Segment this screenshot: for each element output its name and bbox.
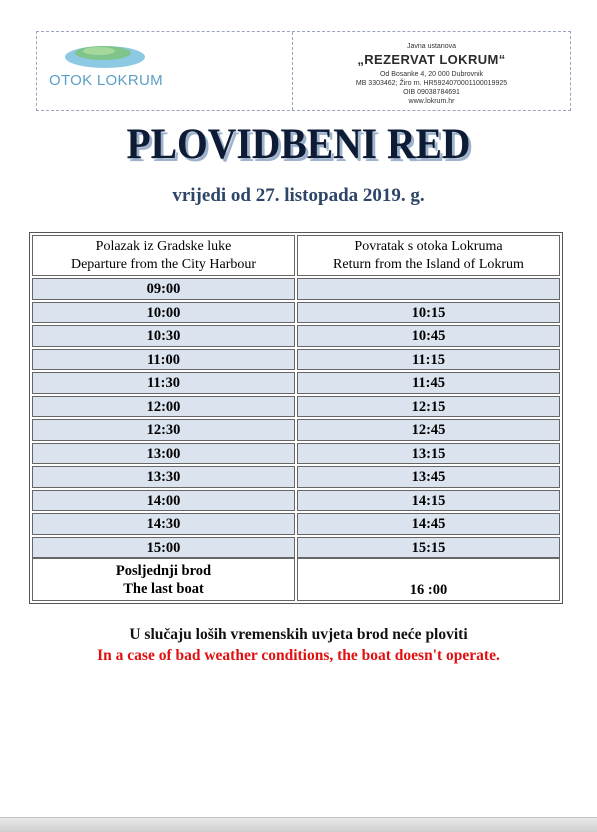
departure-time-cell: 13:00: [32, 443, 295, 465]
table-row: [32, 419, 560, 441]
last-boat-label-en: The last boat: [123, 581, 204, 597]
table-row: [32, 302, 560, 324]
return-time-cell: 14:45: [297, 513, 560, 535]
departure-header-en: Departure from the City Harbour: [70, 257, 257, 272]
island-logo-icon: [63, 40, 147, 70]
weather-notice-hr: U slučaju loših vremenskih uvjeta brod neće ploviti: [129, 626, 468, 643]
table-row: [32, 466, 560, 488]
return-time-cell: 12:15: [297, 396, 560, 418]
page-title: PLOVIDBENI RED: [126, 121, 471, 168]
departure-time-cell: 14:30: [32, 513, 295, 535]
letterhead: [36, 31, 571, 111]
return-time-cell: 13:45: [297, 466, 560, 488]
return-header-hr: Povratak s otoka Lokruma: [354, 239, 503, 254]
return-time-cell: 14:15: [297, 490, 560, 512]
departure-time-cell: 12:00: [32, 396, 295, 418]
departure-time-cell: 09:00: [32, 278, 295, 300]
return-header-en: Return from the Island of Lokrum: [333, 257, 524, 272]
table-row: [32, 349, 560, 371]
return-time-cell: 15:15: [297, 537, 560, 559]
org-address: Od Bosanke 4, 20 000 Dubrovnik: [379, 71, 484, 78]
departure-header-hr: Polazak iz Gradske luke: [95, 239, 232, 254]
table-row: [32, 325, 560, 347]
weather-notice-en: In a case of bad weather conditions, the boat doesn't operate.: [97, 647, 500, 664]
last-boat-row: [32, 558, 560, 601]
schedule-table: [29, 232, 563, 604]
org-website: www.lokrum.hr: [408, 98, 455, 105]
table-row: [32, 443, 560, 465]
departure-time-cell: 12:30: [32, 419, 295, 441]
return-time-cell: [297, 278, 560, 300]
return-time-cell: 11:15: [297, 349, 560, 371]
last-boat-label-hr: Posljednji brod: [115, 563, 212, 579]
logo-text: OTOK LOKRUM: [49, 72, 163, 89]
org-ids: MB 3303462; Žiro rn. HR5924070001100019925: [355, 80, 508, 87]
table-row: [32, 490, 560, 512]
return-time-cell: 12:45: [297, 419, 560, 441]
departure-time-cell: 10:30: [32, 325, 295, 347]
departure-time-cell: 10:00: [32, 302, 295, 324]
table-row: [32, 278, 560, 300]
org-name: „REZERVAT LOKRUM“: [357, 52, 506, 67]
table-row: [32, 537, 560, 559]
last-boat-time: 16 :00: [297, 558, 560, 601]
last-boat-label: [32, 558, 295, 601]
return-time-cell: 10:45: [297, 325, 560, 347]
return-time-cell: 13:15: [297, 443, 560, 465]
return-time-cell: 10:15: [297, 302, 560, 324]
table-header-row: [32, 235, 560, 276]
departure-header: [32, 235, 295, 276]
page-subtitle: vrijedi od 27. listopada 2019. g.: [172, 185, 425, 206]
table-row: [32, 372, 560, 394]
table-row: [32, 396, 560, 418]
return-header: [297, 235, 560, 276]
departure-time-cell: 11:00: [32, 349, 295, 371]
departure-time-cell: 11:30: [32, 372, 295, 394]
return-time-cell: 11:45: [297, 372, 560, 394]
table-row: [32, 513, 560, 535]
departure-time-cell: 13:30: [32, 466, 295, 488]
departure-time-cell: 15:00: [32, 537, 295, 559]
letterhead-logo-section: [37, 32, 293, 110]
letterhead-org-section: [293, 32, 570, 110]
org-type: Javna ustanova: [406, 43, 457, 50]
departure-time-cell: 14:00: [32, 490, 295, 512]
bottom-scroll-bar: [0, 817, 597, 832]
org-oib: OIB 09038784691: [403, 89, 460, 96]
